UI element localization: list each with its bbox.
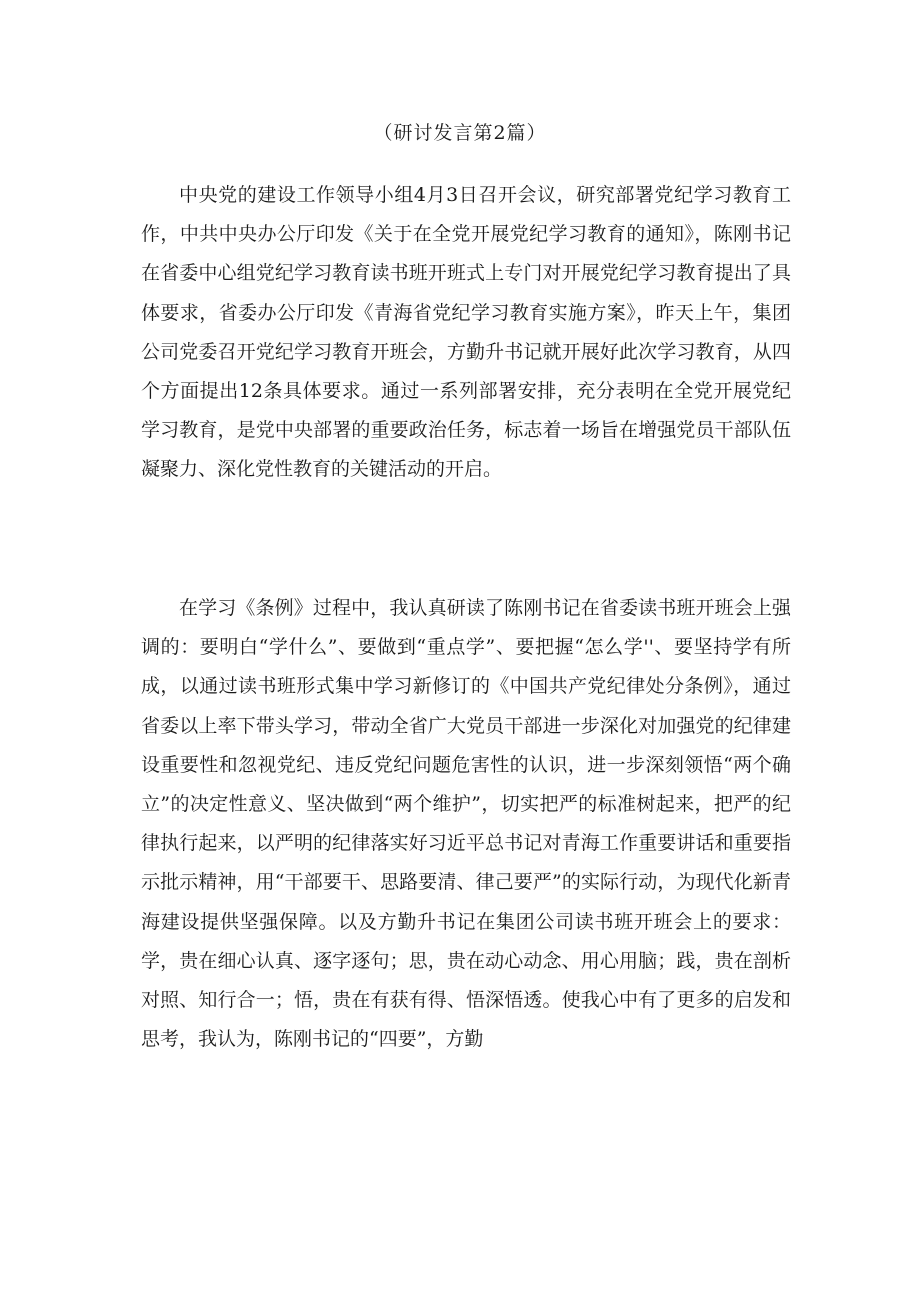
paragraph-1: 中央党的建设工作领导小组4月3日召开会议，研究部署党纪学习教育工作，中共中央办公厅印发《关于在全党开展党纪学习教育的通知》，陈刚书记在省委中心组党纪学习教育读书班开班式上专门对开展党纪学习教育提出了具体要求，省委办公厅印发《青海省党纪学习教育实施方案》，昨天上午，集团公司党委召开党纪学习教育开班会，方勤升书记就开展好此次学习教育，从四个方面提出12条具体要求。通过一系列部署安排，充分表明在全党开展党纪学习教育，是党中央部署的重要政治任务，标志着一场旨在增强党员干部队伍凝聚力、深化党性教育的关键活动的开启。 bbox=[141, 184, 791, 481]
paragraph-2: 在学习《条例》过程中，我认真研读了陈刚书记在省委读书班开班会上强调的：要明白“学什么”、要做到“重点学”、要把握“怎么学''、要坚持学有所成，以通过读书班形式集中学习新修订的《中国共产党纪律处分条例》，通过省委以上率下带头学习，带动全省广大党员干部进一步深化对加强党的纪律建设重要性和忽视党纪、违反党纪问题危害性的认识，进一步深刻领悟“两个确立”的决定性意义、坚决做到“两个维护”，切实把严的标准树起来，把严的纪律执行起来，以严明的纪律落实好习近平总书记对青海工作重要讲话和重要指示批示精神，用“干部要干、思路要清、律己要严”的实际行动，为现代化新青海建设提供坚强保障。以及方勤升书记在集团公司读书班开班会上的要求：学，贵在细心认真、逐字逐句；思，贵在动心动念、用心用脑；践，贵在剖析对照、知行合一；悟，贵在有获有得、悟深悟透。使我心中有了更多的启发和思考，我认为，陈刚书记的“四要”，方勤 bbox=[141, 597, 791, 1051]
document-title: （研讨发言第2篇） bbox=[373, 122, 547, 144]
